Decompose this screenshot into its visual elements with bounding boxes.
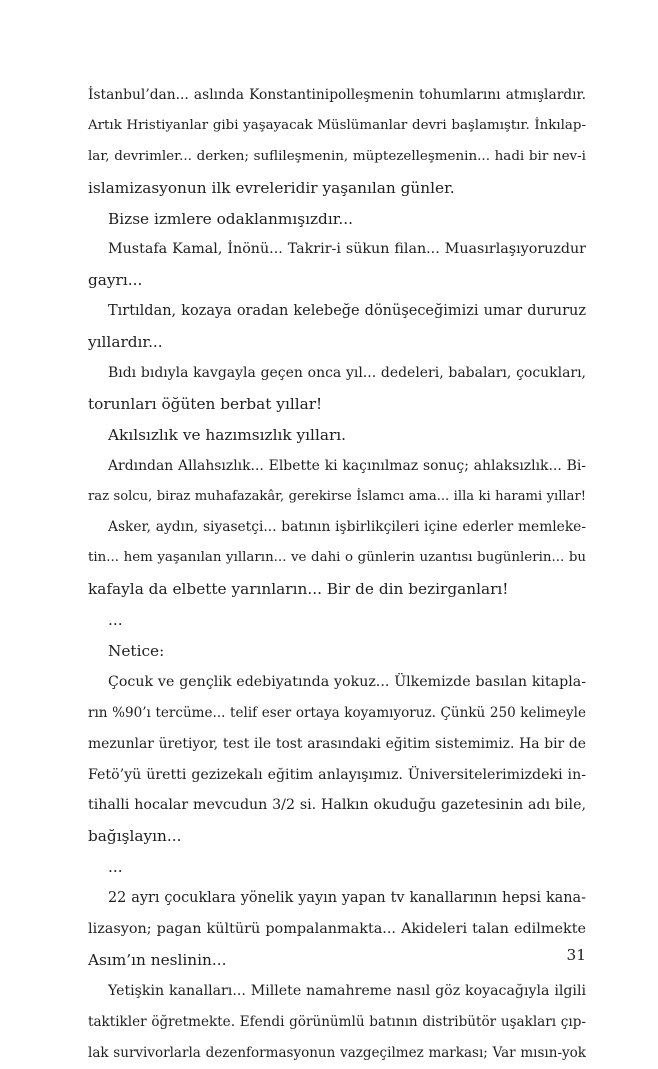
page-body — [88, 80, 586, 1069]
text-line: Asker, aydın, siyasetçi... batının işbirlikçileri içine ederler memleke- — [108, 519, 586, 536]
text-line: ... — [108, 858, 123, 877]
page-number: 31 — [566, 946, 586, 964]
text-line: kafayla da elbette yarınların... Bir de din bezirganları! — [88, 580, 509, 599]
text-line: lak survivorlarla dezenformasyonun vazgeçilmez markası; Var mısın-yok — [88, 1044, 586, 1061]
text-line: islamizasyonun ilk evreleridir yaşanılan günler. — [88, 178, 455, 197]
text-line: Tırtıldan, kozaya oradan kelebeğe dönüşeceğimizi umar dururuz — [108, 303, 586, 320]
text-line: İstanbul’dan... aslında Konstantinipolleşmenin tohumlarını atmışlardır. — [88, 87, 586, 103]
text-line: Akılsızlık ve hazımsızlık yılları. — [108, 425, 347, 444]
text-line: Çocuk ve gençlik edebiyatında yokuz... Ülkemizde basılan kitapla- — [108, 673, 586, 690]
text-line: tihalli hocalar mevcudun 3/2 si. Halkın okuduğu gazetesinin adı bile, — [88, 797, 586, 814]
text-line: bağışlayın... — [88, 827, 182, 846]
text-line: rın %90’ı tercüme... telif eser ortaya koyamıyoruz. Çünkü 250 kelimeyle — [88, 704, 586, 721]
text-line: taktikler öğretmekte. Efendi görünümlü batının distribütör uşakları çıp- — [88, 1013, 586, 1030]
text-line: Ardından Allahsızlık... Elbette ki kaçınılmaz sonuç; ahlaksızlık... Bi- — [108, 457, 586, 474]
text-line: Bıdı bıdıyla kavgayla geçen onca yıl... dedeleri, babaları, çocukları, — [108, 365, 586, 382]
text-line: yıllardır... — [88, 333, 163, 352]
text-line: Artık Hristiyanlar gibi yaşayacak Müslümanlar devri başlamıştır. İnkılap- — [88, 117, 586, 133]
text-line: Netice: — [108, 642, 165, 661]
text-line: gayrı... — [88, 271, 143, 290]
text-line: lar, devrimler... derken; suflileşmenin, müptezelleşmenin... hadi bir nev-i — [88, 148, 586, 164]
text-line: Yetişkin kanalları... Millete namahreme nasıl göz koyacağıyla ilgili — [108, 982, 586, 999]
text-line: 22 ayrı çocuklara yönelik yayın yapan tv kanallarının hepsi kana- — [108, 890, 586, 907]
text-line: tin... hem yaşanılan yılların... ve dahi o günlerin uzantısı bugünlerin... bu — [88, 550, 586, 566]
text-line: ... — [108, 611, 123, 630]
text-line: Fetö’yü üretti gezizekalı eğitim anlayışımız. Üniversitelerimizdeki in- — [88, 766, 586, 783]
text-line: Asım’ın neslinin... — [88, 950, 227, 969]
text-line: Bizse izmlere odaklanmışızdır... — [108, 209, 353, 228]
text-line: lizasyon; pagan kültürü pompalanmakta... Akideleri talan edilmekte — [88, 921, 586, 938]
text-line: torunları öğüten berbat yıllar! — [88, 394, 323, 413]
text-line: Mustafa Kamal, İnönü... Takrir-i sükun filan... Muasırlaşıyoruzdur — [108, 241, 586, 258]
text-line: raz solcu, biraz muhafazakâr, gerekirse İslamcı ama... illa ki harami yıllar! — [88, 488, 586, 504]
text-line: mezunlar üretiyor, test ile tost arasındaki eğitim sistemimiz. Ha bir de — [88, 735, 586, 752]
